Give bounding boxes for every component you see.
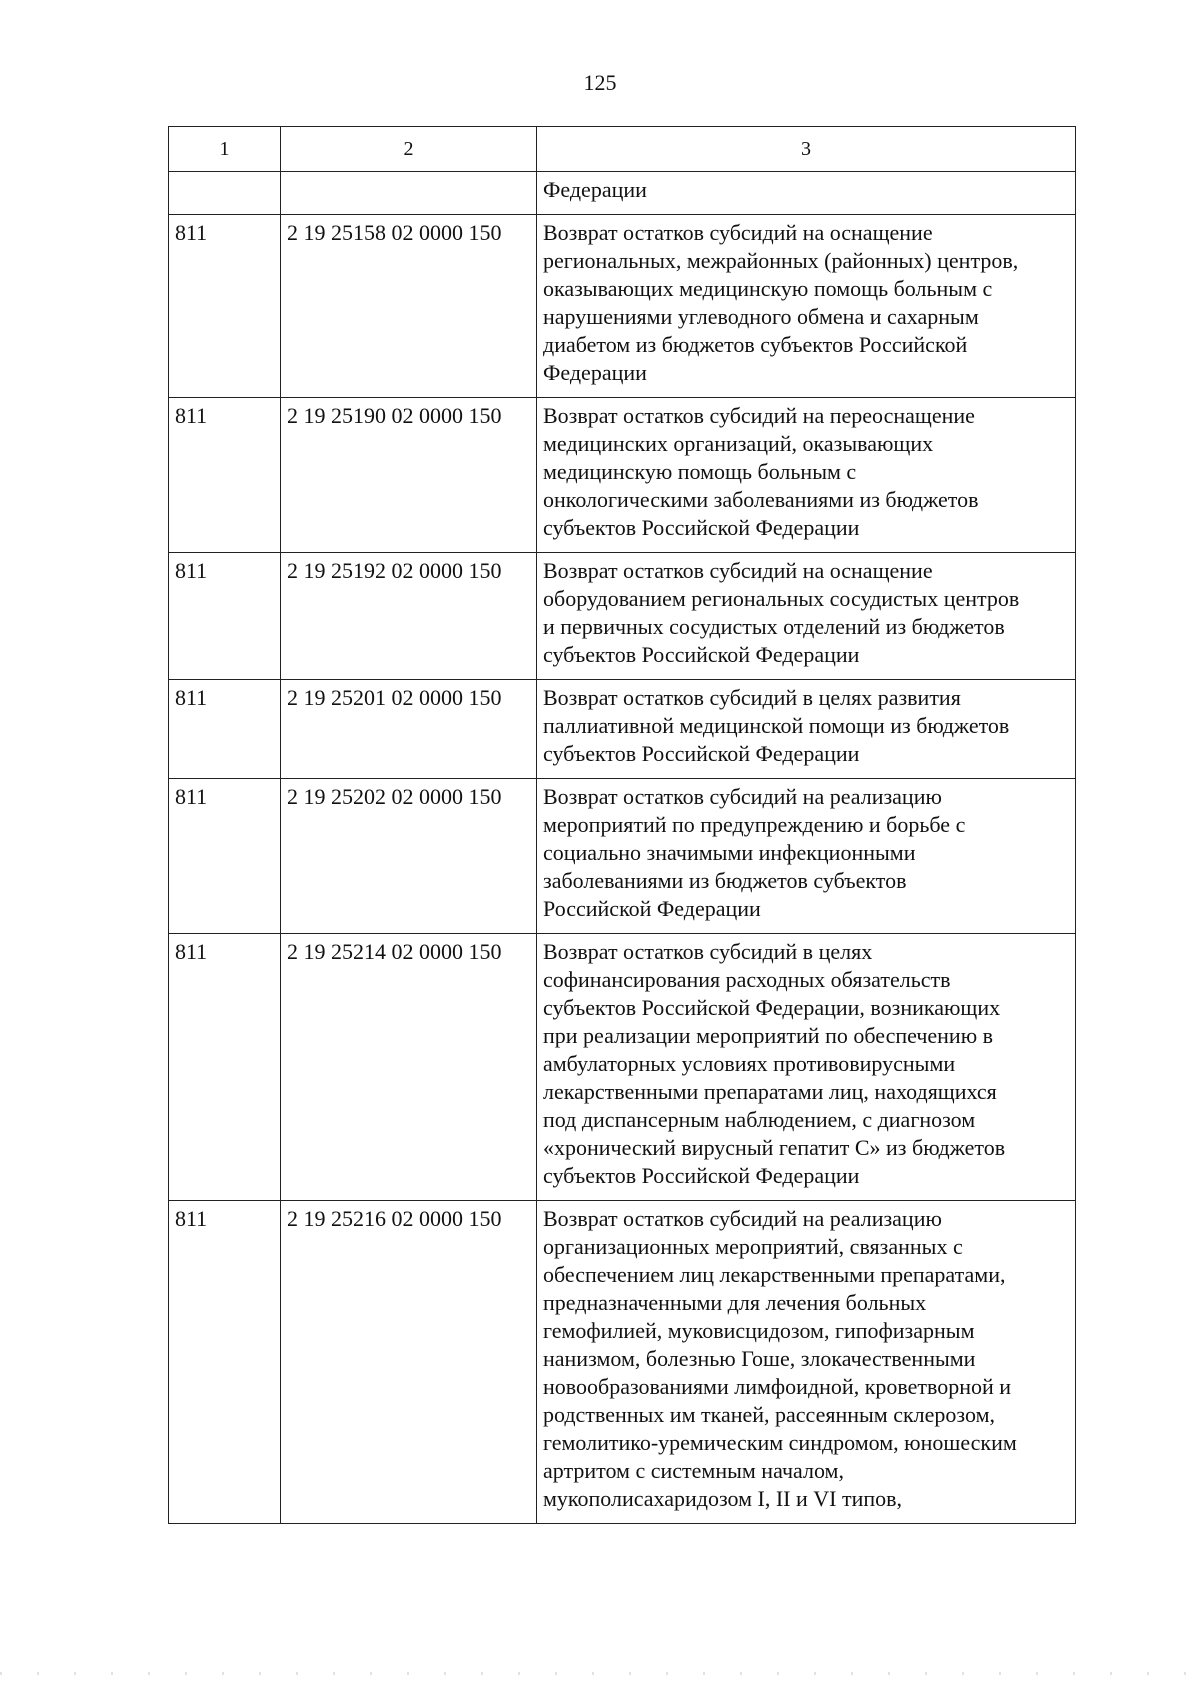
description-cell: Возврат остатков субсидий в целях развития паллиативной медицинской помощи из бюджетов субъектов Российской Федерации bbox=[537, 680, 1076, 779]
budget-code-cell: 2 19 25201 02 0000 150 bbox=[281, 680, 537, 779]
description-cell: Возврат остатков субсидий на переоснащение медицинских организаций, оказывающих медицинскую помощь больным с онкологическими заболеваниями из бюджетов субъектов Российской Федерации bbox=[537, 398, 1076, 553]
table-row bbox=[169, 779, 1076, 934]
budget-code-cell: 2 19 25192 02 0000 150 bbox=[281, 553, 537, 680]
admin-code-cell: 811 bbox=[169, 553, 281, 680]
admin-code-cell: 811 bbox=[169, 779, 281, 934]
table-header bbox=[169, 127, 1076, 172]
column-number-1: 1 bbox=[169, 127, 281, 172]
admin-code-cell: 811 bbox=[169, 1201, 281, 1524]
scan-noise-line bbox=[0, 1672, 1200, 1675]
table-row bbox=[169, 398, 1076, 553]
table-row bbox=[169, 553, 1076, 680]
admin-code-cell: 811 bbox=[169, 398, 281, 553]
table-row bbox=[169, 215, 1076, 398]
admin-code-cell: 811 bbox=[169, 215, 281, 398]
page-number: 125 bbox=[583, 70, 617, 95]
description-cell: Возврат остатков субсидий на реализацию организационных мероприятий, связанных с обеспечением лиц лекарственными препаратами, предназначенными для лечения больных гемофилией, муковисцидозом, гипофизарным нанизмом, болезнью Гоше, злокачественными новообразованиями лимфоидной, кроветворной и родственных им тканей, рассеянным склерозом, гемолитико-уремическим синдромом, юношеским артритом с системным началом, мукополисахаридозом I, II и VI типов, bbox=[537, 1201, 1076, 1524]
budget-code-table bbox=[168, 126, 1076, 1524]
table-row bbox=[169, 934, 1076, 1201]
budget-code-cell: 2 19 25202 02 0000 150 bbox=[281, 779, 537, 934]
budget-code-cell: 2 19 25214 02 0000 150 bbox=[281, 934, 537, 1201]
admin-code-cell: 811 bbox=[169, 680, 281, 779]
column-number-2: 2 bbox=[281, 127, 537, 172]
description-cell: Возврат остатков субсидий на реализацию мероприятий по предупреждению и борьбе с социально значимыми инфекционными заболеваниями из бюджетов субъектов Российской Федерации bbox=[537, 779, 1076, 934]
admin-code-cell bbox=[169, 172, 281, 215]
table-body bbox=[169, 172, 1076, 1524]
table-row bbox=[169, 1201, 1076, 1524]
table-header-row bbox=[169, 127, 1076, 172]
budget-code-cell: 2 19 25158 02 0000 150 bbox=[281, 215, 537, 398]
description-cell: Возврат остатков субсидий на оснащение региональных, межрайонных (районных) центров, оказывающих медицинскую помощь больным с нарушениями углеводного обмена и сахарным диабетом из бюджетов субъектов Российской Федерации bbox=[537, 215, 1076, 398]
budget-code-cell bbox=[281, 172, 537, 215]
budget-code-cell: 2 19 25190 02 0000 150 bbox=[281, 398, 537, 553]
description-cell: Федерации bbox=[537, 172, 1076, 215]
description-cell: Возврат остатков субсидий на оснащение оборудованием региональных сосудистых центров и первичных сосудистых отделений из бюджетов субъектов Российской Федерации bbox=[537, 553, 1076, 680]
description-cell: Возврат остатков субсидий в целях софинансирования расходных обязательств субъектов Российской Федерации, возникающих при реализации мероприятий по обеспечению в амбулаторных условиях противовирусными лекарственными препаратами лиц, находящихся под диспансерным наблюдением, с диагнозом «хронический вирусный гепатит С» из бюджетов субъектов Российской Федерации bbox=[537, 934, 1076, 1201]
admin-code-cell: 811 bbox=[169, 934, 281, 1201]
budget-code-cell: 2 19 25216 02 0000 150 bbox=[281, 1201, 537, 1524]
column-number-3: 3 bbox=[537, 127, 1076, 172]
table-row bbox=[169, 172, 1076, 215]
table-row bbox=[169, 680, 1076, 779]
